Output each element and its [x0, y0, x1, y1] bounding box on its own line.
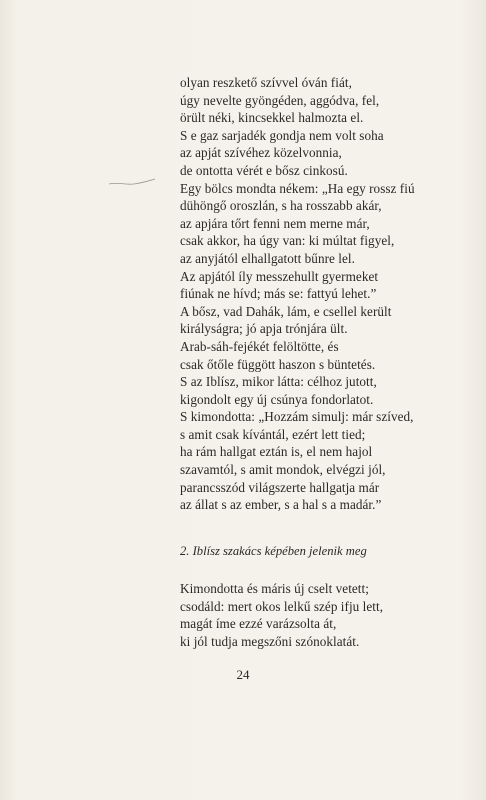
section-stanza	[180, 580, 480, 650]
poem-stanza	[180, 74, 480, 514]
poem-line: örült néki, kincsekkel halmozta el.	[180, 110, 364, 126]
poem-line: magát íme ezzé varázsolta át,	[180, 616, 337, 632]
poem-line: S az Iblísz, mikor látta: célhoz jutott,	[180, 374, 377, 390]
poem-line: csak őtőle függött haszon s büntetés.	[180, 356, 376, 372]
poem-line: szavamtól, s amit mondok, elvégzi jól,	[180, 462, 386, 478]
poem-line: úgy nevelte gyöngéden, aggódva, fel,	[180, 92, 380, 108]
poem-line: S kimondotta: „Hozzám simulj: már szíved,	[180, 409, 414, 425]
poem-line: fiúnak ne hívd; más se: fattyú lehet.”	[180, 286, 377, 302]
poem-line: ha rám hallgat eztán is, el nem hajol	[180, 444, 373, 460]
poem-line: az anyjától elhallgatott bűnre lel.	[180, 250, 355, 266]
pencil-margin-mark	[108, 178, 156, 190]
poem-line: az apjára tőrt fenni nem merne már,	[180, 215, 370, 231]
poem-line: Arab-sáh-fejékét felöltötte, és	[180, 338, 339, 354]
section-heading: 2. Iblísz szakács képében jelenik meg	[180, 544, 367, 558]
poem-line: A bősz, vad Dahák, lám, e csellel került	[180, 303, 392, 319]
poem-line: Egy bölcs mondta nékem: „Ha egy rossz fiú	[180, 180, 415, 196]
poem-line: Kimondotta és máris új cselt vetett;	[180, 581, 369, 596]
poem-line: csodáld: mert okos lelkű szép ifju lett,	[180, 598, 384, 614]
poem-line: S e gaz sarjadék gondja nem volt soha	[180, 127, 384, 143]
poem-line: ki jól tudja megszőni szónoklatát.	[180, 633, 360, 649]
poem-line: az állat s az ember, s a hal s a madár.”	[180, 497, 382, 513]
poem-line: az apját szívéhez közelvonnia,	[180, 145, 342, 161]
poem-line: dühöngő oroszlán, s ha rosszabb akár,	[180, 198, 382, 214]
page-number: 24	[236, 667, 250, 682]
poem-line: parancsszód világszerte hallgatja már	[180, 479, 380, 495]
poem-line: olyan reszkető szívvel óván fiát,	[180, 75, 352, 90]
poem-line: királyságra; jó apja trónjára ült.	[180, 321, 348, 337]
poem-line: csak akkor, ha úgy van: ki múltat figyel,	[180, 233, 395, 249]
poem-line: de ontotta vérét e bősz cinkosú.	[180, 162, 348, 178]
poem-line: Az apjától íly messzehullt gyermeket	[180, 268, 379, 284]
poem-line: kigondolt egy új csúnya fondorlatot.	[180, 391, 374, 407]
poem-line: s amit csak kívántál, ezért lett tied;	[180, 426, 366, 442]
